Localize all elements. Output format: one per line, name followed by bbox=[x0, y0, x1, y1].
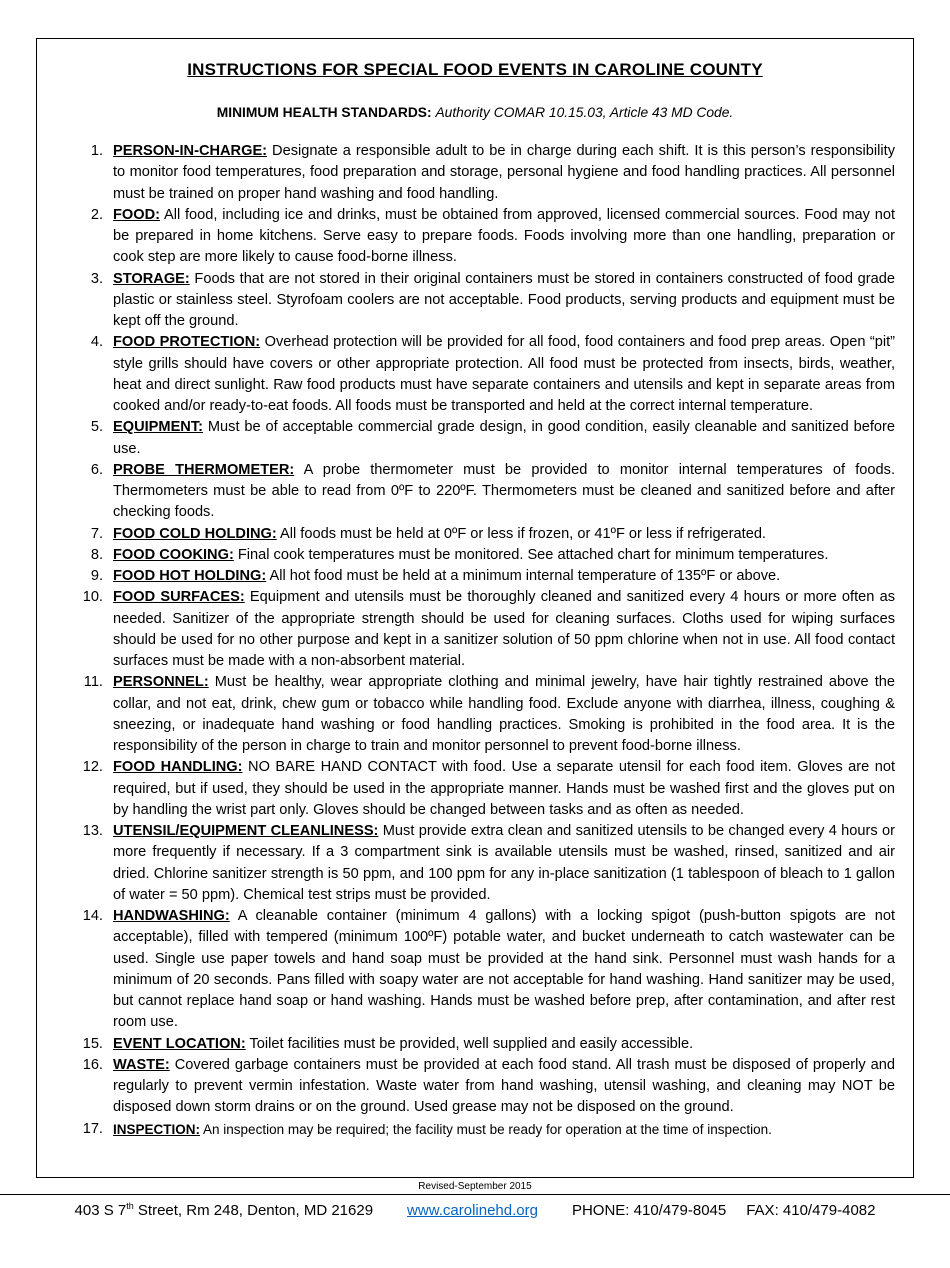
item-number: 1. bbox=[90, 143, 103, 159]
item-heading: INSPECTION: bbox=[113, 1121, 201, 1137]
item-number: 7. bbox=[90, 525, 103, 542]
subtitle-separator: : bbox=[427, 105, 436, 120]
item-body: Foods that are not stored in their original containers must be stored in containers constructed of food grade plastic or stainless steel. Styrofoam coolers are not acceptable. Food products, serving products and equipment must be kept off the ground. bbox=[113, 270, 895, 329]
item-number: 12. bbox=[82, 759, 103, 776]
item-body: Designate a responsible adult to be in charge during each shift. It is this person’s responsibility to monitor food temperatures, food preparation and storage, personal hygiene and food handling practices. All personnel must be trained on proper hand washing and food handling. bbox=[113, 143, 895, 202]
footer-address-street-number: 403 S 7 bbox=[74, 1202, 127, 1219]
list-item bbox=[77, 417, 895, 460]
footer-fax: FAX: 410/479-4082 bbox=[746, 1202, 876, 1219]
item-text bbox=[113, 269, 895, 333]
list-item bbox=[77, 587, 895, 672]
item-number: 5. bbox=[90, 419, 103, 436]
item-number: 2. bbox=[90, 206, 103, 223]
list-item bbox=[77, 205, 895, 269]
item-text bbox=[113, 417, 895, 460]
item-heading: STORAGE: bbox=[113, 270, 190, 287]
footer-address bbox=[75, 1202, 374, 1219]
page-title: INSTRUCTIONS FOR SPECIAL FOOD EVENTS IN CAROLINE COUNTY bbox=[187, 60, 763, 79]
list-item bbox=[77, 1055, 895, 1119]
item-text bbox=[113, 460, 895, 524]
item-heading: PERSONNEL: bbox=[113, 674, 209, 691]
item-body: All hot food must be held at a minimum internal temperature of 135ºF or above. bbox=[269, 568, 781, 584]
item-text bbox=[113, 332, 895, 417]
list-item bbox=[77, 757, 895, 821]
item-text bbox=[113, 1119, 895, 1140]
item-text bbox=[113, 205, 895, 269]
item-body: An inspection may be required; the facility must be ready for operation at the time of inspection. bbox=[203, 1121, 772, 1137]
item-number: 6. bbox=[90, 461, 103, 478]
list-item bbox=[77, 269, 895, 333]
list-item bbox=[77, 332, 895, 417]
item-text bbox=[113, 587, 895, 672]
item-text bbox=[113, 1034, 895, 1055]
subtitle bbox=[55, 105, 895, 120]
website-link[interactable]: www.carolinehd.org bbox=[407, 1202, 538, 1219]
item-heading: PERSON-IN-CHARGE: bbox=[113, 143, 268, 159]
item-body: All foods must be held at 0ºF or less if frozen, or 41ºF or less if refrigerated. bbox=[280, 525, 766, 542]
item-heading: FOOD: bbox=[113, 206, 161, 223]
item-number: 4. bbox=[90, 334, 103, 351]
item-number: 14. bbox=[82, 908, 103, 924]
item-text bbox=[113, 1055, 895, 1119]
item-text bbox=[113, 566, 895, 587]
item-body: A probe thermometer must be provided to monitor internal temperatures of foods. Thermometers must be able to read from 0ºF to 220ºF. Thermometers must be cleaned and sanitized before and after checking foods. bbox=[113, 461, 895, 521]
item-text bbox=[113, 672, 895, 757]
item-body: A cleanable container (minimum 4 gallons) with a locking spigot (push-button spigots are not acceptable), filled with tempered (minimum 100ºF) potable water, and bucket underneath to catch wastewater can be used. Single use paper towels and hand soap must be provided at the hand sink. Personnel must wash hands for a minimum of 20 seconds. Pans filled with soapy water are not acceptable for hand washing. Hand sanitizer may be used, but cannot replace hand soap or hand washing. Hands must be washed before prep, after contamination, and after rest room use. bbox=[113, 908, 896, 1031]
item-body: Final cook temperatures must be monitored. See attached chart for minimum temperatures. bbox=[237, 546, 829, 563]
item-heading: FOOD COOKING: bbox=[113, 546, 234, 563]
document-page-border bbox=[36, 38, 914, 1178]
item-heading: EVENT LOCATION: bbox=[113, 1035, 246, 1052]
list-item bbox=[77, 545, 895, 566]
item-heading: UTENSIL/EQUIPMENT CLEANLINESS: bbox=[113, 823, 379, 839]
item-heading: HANDWASHING: bbox=[113, 908, 230, 924]
list-item bbox=[77, 1119, 895, 1140]
footer-contact bbox=[572, 1202, 876, 1219]
item-text bbox=[113, 757, 895, 821]
item-body: Toilet facilities must be provided, well supplied and easily accessible. bbox=[249, 1035, 694, 1052]
item-heading: FOOD SURFACES: bbox=[113, 589, 245, 606]
item-body: Must be healthy, wear appropriate clothing and minimal jewelry, have hair tightly restrained above the collar, and not eat, drink, chew gum or tobacco while handling food. Exclude anyone with diarrhea, illness, coughing & sneezing, or inadequate hand washing or food handling practices. Smoking is prohibited in the food area. It is the responsibility of the person in charge to train and monitor personnel to prevent food-borne illness. bbox=[113, 674, 895, 754]
item-number: 10. bbox=[82, 589, 103, 606]
item-text bbox=[113, 141, 895, 205]
list-item bbox=[77, 821, 895, 906]
list-item bbox=[77, 906, 895, 1034]
footer-address-ordinal: th bbox=[126, 1201, 134, 1211]
item-text bbox=[113, 821, 895, 906]
list-item bbox=[77, 566, 895, 587]
item-body: Must be of acceptable commercial grade design, in good condition, easily cleanable and sanitized before use. bbox=[113, 419, 896, 457]
item-number: 11. bbox=[83, 674, 103, 691]
item-number: 15. bbox=[82, 1035, 103, 1052]
item-body: Equipment and utensils must be thoroughly cleaned and sanitized every 4 hours or more often as needed. Sanitizer of the appropriate strength should be used for cleaning surfaces. Cloths used for wiping surfaces should be used for no other purpose and kept in a sanitizer solution of 50 ppm chlorine when not in use. All food contact surfaces must be made with a non-absorbent material. bbox=[113, 589, 895, 669]
list-item bbox=[77, 141, 895, 205]
subtitle-authority: Authority COMAR 10.15.03, Article 43 MD Code. bbox=[435, 105, 734, 120]
item-heading: FOOD COLD HOLDING: bbox=[113, 525, 277, 542]
footer-phone: PHONE: 410/479-8045 bbox=[571, 1202, 727, 1219]
footer bbox=[0, 1194, 950, 1219]
list-item bbox=[77, 1034, 895, 1055]
list-item bbox=[77, 460, 895, 524]
item-heading: EQUIPMENT: bbox=[113, 419, 203, 436]
item-text bbox=[113, 906, 895, 1034]
item-heading: FOOD HANDLING: bbox=[113, 759, 243, 776]
item-body: NO BARE HAND CONTACT with food. Use a separate utensil for each food item. Gloves are not required, but if used, they should be used in the appropriate manner. Hands must be washed first and the gloves put on by handling the wrist part only. Gloves should be changed between tasks and as often as needed. bbox=[113, 759, 895, 818]
item-heading: PROBE THERMOMETER: bbox=[113, 461, 295, 478]
item-number: 9. bbox=[90, 568, 103, 584]
item-body: Overhead protection will be provided for all food, food containers and food prep areas. Open “pit” style grills should have covers or other appropriate protection. All food must be protected from insects, birds, weather, heat and direct sunlight. Raw food products must have separate containers and utensils and kept in separate areas from cooked and/or ready-to-eat foods. All foods must be transported and held at the correct internal temperature. bbox=[113, 334, 896, 414]
footer-address-rest: Street, Rm 248, Denton, MD 21629 bbox=[133, 1202, 374, 1219]
subtitle-label: MINIMUM HEALTH STANDARDS bbox=[216, 105, 428, 120]
list-item bbox=[77, 524, 895, 545]
item-body: Must provide extra clean and sanitized utensils to be changed every 4 hours or more frequently if necessary. If a 3 compartment sink is available utensils must be washed, rinsed, sanitized and air dried. Chlorine sanitizer strength is 50 ppm, and 100 ppm for any in-place sanitization (1 tablespoon of bleach to 1 gallon of water = 50 ppm). Chemical test strips must be provided. bbox=[113, 823, 895, 903]
instructions-list bbox=[55, 141, 895, 1140]
item-body: Covered garbage containers must be provided at each food stand. All trash must be disposed of properly and regularly to prevent vermin infestation. Waste water from hand washing, utensil washing, and cleaning may NOT be disposed down storm drains or on the ground. Used grease may not be disposed on the ground. bbox=[113, 1056, 895, 1116]
item-number: 17. bbox=[82, 1120, 103, 1137]
item-number: 16. bbox=[82, 1056, 103, 1073]
item-heading: FOOD PROTECTION: bbox=[113, 334, 261, 351]
item-text bbox=[113, 524, 895, 545]
revised-note: Revised-September 2015 bbox=[418, 1181, 532, 1192]
list-item bbox=[77, 672, 895, 757]
item-number: 13. bbox=[82, 823, 103, 839]
item-number: 3. bbox=[90, 270, 103, 287]
item-text bbox=[113, 545, 895, 566]
item-number: 8. bbox=[90, 546, 103, 563]
item-body: All food, including ice and drinks, must be obtained from approved, licensed commercial sources. Food may not be prepared in home kitchens. Serve easy to prepare foods. Foods involving more than one handling, preparation or cook step are more likely to cause food-borne illness. bbox=[113, 206, 895, 266]
item-heading: FOOD HOT HOLDING: bbox=[113, 568, 267, 584]
item-heading: WASTE: bbox=[113, 1056, 170, 1073]
